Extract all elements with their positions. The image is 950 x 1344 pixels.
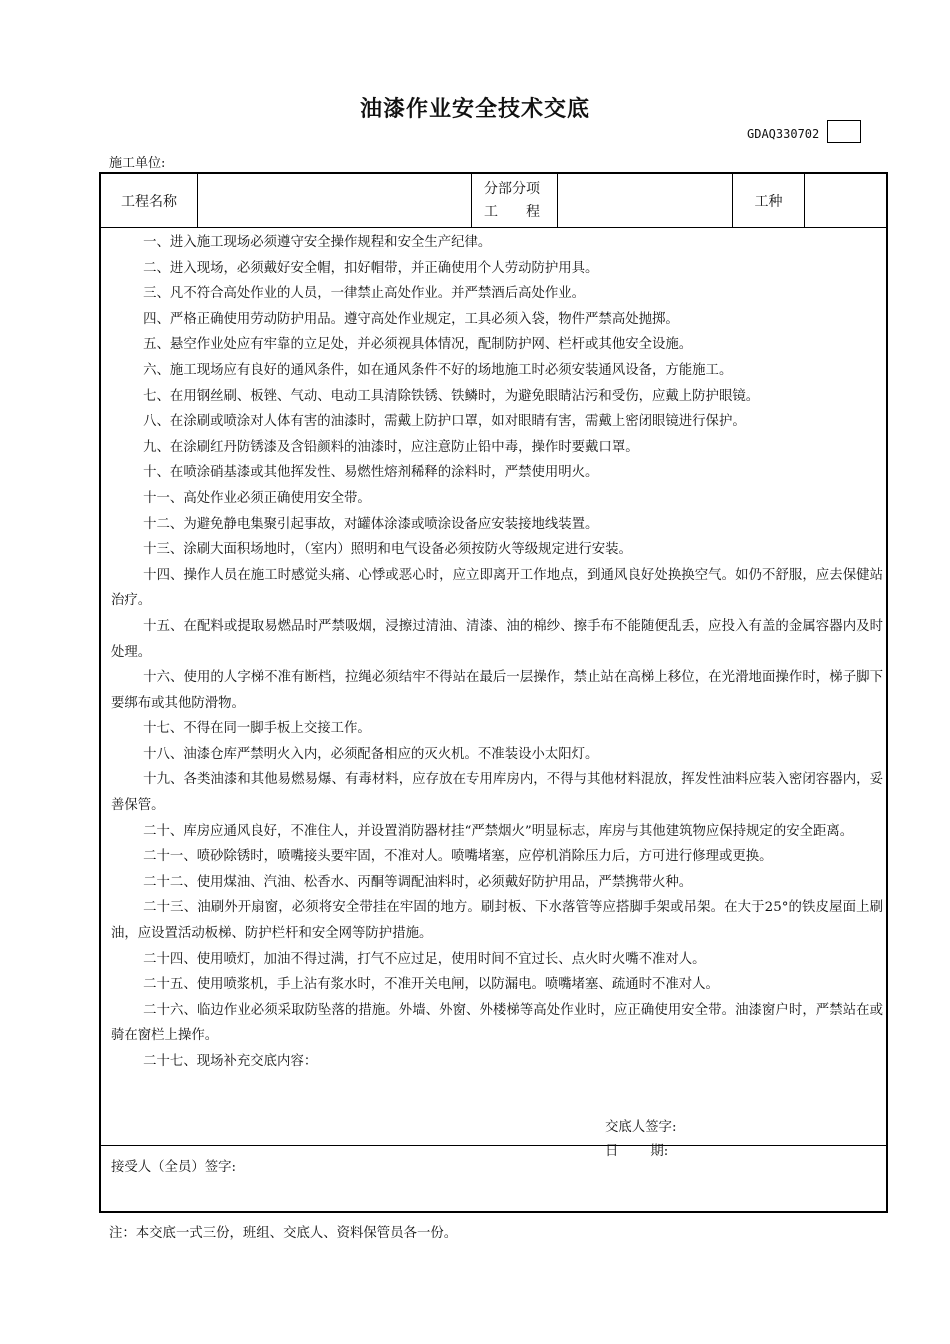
safety-item: 八、在涂刷或喷涂对人体有害的油漆时，需戴上防护口罩，如对眼睛有害，需戴上密闭眼镜进行保护。 [143,414,746,430]
safety-item: 二十一、喷砂除锈时，喷嘴接头要牢固，不准对人。喷嘴堵塞，应停机消除压力后，方可进行修理或更换。 [143,849,773,865]
safety-item: 二十六、临边作业必须采取防坠落的措施。外墙、外窗、外楼梯等高处作业时，应正确使用安全带。油漆窗户时，严禁站在或骑在窗栏上操作。 [111,1002,883,1044]
project-name-label-cell [101,174,198,227]
safety-item: 十七、不得在同一脚手板上交接工作。 [143,721,371,737]
disclosure-content [101,228,886,1159]
disclosure-date-label [605,1140,668,1159]
sub-project-value-cell[interactable] [558,174,733,227]
safety-item: 一、进入施工现场必须遵守安全操作规程和安全生产纪律。 [143,235,492,250]
safety-item: 十二、为避免静电集聚引起事故，对罐体涂漆或喷涂设备应安装接地线装置。 [143,516,599,532]
safety-item: 十、在喷涂硝基漆或其他挥发性、易燃性熔剂稀释的涂料时，严禁使用明火。 [143,465,599,481]
safety-item: 二十四、使用喷灯，加油不得过满，打气不应过足，使用时间不宜过长、点火时火嘴不准对人。 [143,951,706,967]
project-name-value-cell[interactable] [198,174,472,227]
safety-item: 二十二、使用煤油、汽油、松香水、丙酮等调配油料时，必须戴好防护用品，严禁携带火种。 [143,874,693,890]
footer-note: 注：本交底一式三份，班组、交底人、资料保管员各一份。 [109,1226,458,1241]
safety-item: 六、施工现场应有良好的通风条件，如在通风条件不好的场地施工时必须安装通风设备，方能施工。 [143,362,733,378]
disclosure-form [99,172,888,1213]
document-code-box[interactable] [827,120,861,143]
trade-label-cell [733,174,805,227]
safety-item: 十四、操作人员在施工时感觉头痛、心悸或恶心时，应立即离开工作地点，到通风良好处换换空气。如仍不舒服，应去保健站治疗。 [111,567,883,609]
sub-project-label-line1: 分部分项 [484,180,540,197]
construction-unit-label: 施工单位: [109,156,166,171]
safety-item: 四、严格正确使用劳动防护用品。遵守高处作业规定，工具必须入袋，物件严禁高处抛掷。 [143,311,679,327]
trade-label: 工种 [754,193,783,210]
safety-item: 十八、油漆仓库严禁明火入内，必须配备相应的灭火机。不准装设小太阳灯。 [143,746,599,762]
safety-item: 二十、库房应通风良好，不准住人，并设置消防器材挂“严禁烟火”明显标志，库房与其他建筑物应保持规定的安全距离。 [143,823,854,839]
safety-item: 三、凡不符合高处作业的人员，一律禁止高处作业。并严禁酒后高处作业。 [143,286,586,302]
document-title: 油漆作业安全技术交底 [359,97,590,122]
safety-item: 十六、使用的人字梯不准有断档，拉绳必须结牢不得站在最后一层操作，禁止站在高梯上移位，在光滑地面操作时，梯子脚下要绑布或其他防滑物。 [111,670,883,711]
safety-item: 十三、涂刷大面积场地时，（室内）照明和电气设备必须按防火等级规定进行安装。 [143,542,632,558]
safety-items-list [111,230,883,1075]
safety-item: 十五、在配料或提取易燃品时严禁吸烟，浸擦过清油、清漆、油的棉纱、擦手布不能随便乱丢，应投入有盖的金属容器内及时处理。 [111,618,883,660]
safety-item: 十一、高处作业必须正确使用安全带。 [143,490,371,506]
safety-item: 二十七、现场补充交底内容： [143,1054,318,1069]
safety-item: 二、进入现场，必须戴好安全帽，扣好帽带，并正确使用个人劳动防护用具。 [143,260,599,276]
trade-value-cell[interactable] [805,174,886,227]
date-label-part1: 日 [605,1144,619,1159]
safety-item: 十九、各类油漆和其他易燃易爆、有毒材料，应存放在专用库房内，不得与其他材料混放，挥发性油料应装入密闭容器内，妥善保管。 [111,772,883,814]
form-header-row [101,174,886,228]
date-label-part2: 期: [650,1144,669,1159]
safety-item: 七、在用钢丝刷、板锉、气动、电动工具清除铁锈、铁鳞时，为避免眼睛沾污和受伤，应戴上防护眼镜。 [143,388,760,404]
safety-item: 二十三、油刷外开扇窗，必须将安全带挂在牢固的地方。刷封板、下水落管等应搭脚手架或吊架。在大于25°的铁皮屋面上刷油，应设置活动板梯、防护栏杆和安全网等防护措施。 [111,900,883,942]
receiver-signature-label: 接受人（全员）签字: [111,1160,237,1175]
sub-project-label-line2: 工 程 [484,203,540,220]
sub-project-label-cell [472,174,558,227]
safety-item: 五、悬空作业处应有牢靠的立足处，并必须视具体情况，配制防护网、栏杆或其他安全设施。 [143,337,693,353]
discloser-signature-label: 交底人签字: [605,1120,677,1135]
safety-item: 九、在涂刷红丹防锈漆及含铅颜料的油漆时，应注意防止铅中毒，操作时要戴口罩。 [143,439,639,455]
document-code: GDAQ330702 [747,127,820,141]
project-name-label: 工程名称 [121,193,177,210]
safety-item: 二十五、使用喷浆机，手上沾有浆水时，不准开关电闸，以防漏电。喷嘴堵塞、疏通时不准对人。 [143,977,719,993]
